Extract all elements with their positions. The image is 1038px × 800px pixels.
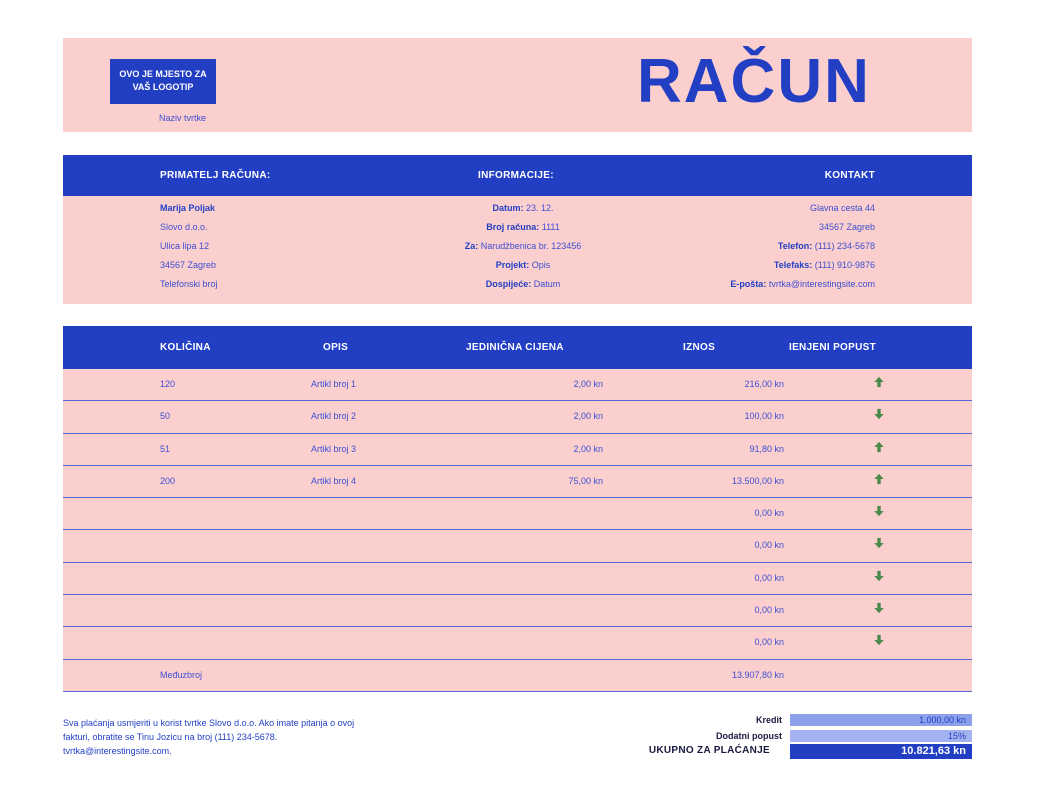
table-row[interactable] xyxy=(63,466,972,498)
contact-heading: KONTAKT xyxy=(824,170,875,181)
invoice-header xyxy=(63,38,972,132)
subtotal-row xyxy=(63,660,972,692)
recipient-street[interactable]: Ulica lipa 12 xyxy=(160,241,210,251)
credit-label: Kredit xyxy=(755,715,782,725)
contact-email[interactable]: E-pošta: tvrtka@interestingsite.com xyxy=(730,279,875,289)
table-row[interactable] xyxy=(63,530,972,562)
recipient-heading: PRIMATELJ RAČUNA: xyxy=(160,170,271,181)
invoice-title: RAČUN xyxy=(637,47,871,116)
row-unit-price[interactable]: 2,00 kn xyxy=(573,379,603,389)
row-amount: 0,00 kn xyxy=(754,572,784,583)
info-body xyxy=(63,196,972,304)
total-value: 10.821,63 kn xyxy=(790,744,972,759)
total-label: UKUPNO ZA PLAĆANJE xyxy=(648,745,770,756)
contact-street[interactable]: Glavna cesta 44 xyxy=(809,203,875,213)
payment-note-line: tvrtka@interestingsite.com. xyxy=(63,746,172,756)
row-amount: 216,00 kn xyxy=(744,379,784,389)
row-amount: 0,00 kn xyxy=(754,508,784,519)
info-for[interactable]: Za: Narudžbenica br. 123456 xyxy=(464,241,582,251)
payment-note-line: fakturi, obratite se Tinu Jozicu na broj (111) 234-5678. xyxy=(63,732,278,742)
row-amount: 0,00 kn xyxy=(754,637,784,648)
information-heading: INFORMACIJE: xyxy=(478,170,554,181)
contact-city[interactable]: 34567 Zagreb xyxy=(818,222,875,232)
table-row[interactable] xyxy=(63,563,972,595)
arrow-down-icon xyxy=(873,634,887,648)
arrow-down-icon xyxy=(873,537,887,551)
table-row[interactable] xyxy=(63,434,972,466)
logo-placeholder[interactable]: OVO JE MJESTO ZA VAŠ LOGOTIP xyxy=(110,59,216,104)
recipient-phone[interactable]: Telefonski broj xyxy=(160,279,218,289)
col-description: OPIS xyxy=(323,342,349,353)
row-amount: 100,00 kn xyxy=(744,411,784,422)
row-quantity[interactable]: 50 xyxy=(160,411,171,422)
col-unit-price: JEDINIČNA CIJENA xyxy=(466,342,564,353)
info-date[interactable]: Datum: 23. 12. xyxy=(492,203,554,213)
row-unit-price[interactable]: 75,00 kn xyxy=(568,475,603,486)
info-due[interactable]: Dospijeće: Datum xyxy=(485,279,561,289)
items-table-body xyxy=(63,369,972,692)
payment-note[interactable] xyxy=(63,716,423,758)
row-unit-price[interactable]: 2,00 kn xyxy=(573,443,603,454)
subtotal-label: Međuzbroj xyxy=(160,669,203,680)
row-amount: 91,80 kn xyxy=(749,443,784,454)
info-invoice-number[interactable]: Broj računa: 1111 xyxy=(486,222,560,232)
arrow-down-icon xyxy=(873,505,887,519)
col-amount: IZNOS xyxy=(683,342,716,353)
recipient-company[interactable]: Slovo d.o.o. xyxy=(160,222,208,232)
table-row[interactable] xyxy=(63,595,972,627)
arrow-up-icon xyxy=(873,441,887,455)
info-header-bar xyxy=(63,155,972,196)
arrow-down-icon xyxy=(873,602,887,616)
info-project[interactable]: Projekt: Opis xyxy=(495,260,551,270)
row-amount: 13.500,00 kn xyxy=(731,475,784,486)
arrow-down-icon xyxy=(873,408,887,422)
contact-fax[interactable]: Telefaks: (111) 910-9876 xyxy=(773,260,875,270)
row-description[interactable]: Artikl broj 1 xyxy=(311,379,357,389)
col-quantity: KOLIČINA xyxy=(160,342,211,353)
row-description[interactable]: Artikl broj 2 xyxy=(311,411,357,422)
row-amount: 0,00 kn xyxy=(754,540,784,551)
row-amount: 0,00 kn xyxy=(754,605,784,616)
arrow-down-icon xyxy=(873,570,887,584)
items-table-header xyxy=(63,326,972,369)
row-quantity[interactable]: 200 xyxy=(160,475,176,486)
row-description[interactable]: Artikl broj 3 xyxy=(311,443,357,454)
row-unit-price[interactable]: 2,00 kn xyxy=(573,411,603,422)
subtotal-value: 13.907,80 kn xyxy=(731,669,784,680)
arrow-up-icon xyxy=(873,473,887,487)
discount-value[interactable]: 15% xyxy=(790,730,972,742)
payment-note-line: Sva plaćanja usmjeriti u korist tvrtke Slovo d.o.o. Ako imate pitanja o ovoj xyxy=(63,718,355,728)
table-row[interactable] xyxy=(63,498,972,530)
row-quantity[interactable]: 51 xyxy=(160,443,171,454)
table-row[interactable] xyxy=(63,401,972,433)
row-description[interactable]: Artikl broj 4 xyxy=(311,475,357,486)
contact-phone[interactable]: Telefon: (111) 234-5678 xyxy=(777,241,875,251)
arrow-up-icon xyxy=(873,376,887,390)
table-row[interactable] xyxy=(63,627,972,659)
col-discount: IENJENI POPUST xyxy=(789,342,876,353)
recipient-city[interactable]: 34567 Zagreb xyxy=(160,260,217,270)
discount-label: Dodatni popust xyxy=(716,731,782,741)
table-row[interactable] xyxy=(63,369,972,401)
credit-value[interactable]: 1.000,00 kn xyxy=(790,714,972,726)
company-name[interactable]: Naziv tvrtke xyxy=(159,113,207,123)
row-quantity[interactable]: 120 xyxy=(160,379,176,389)
recipient-name[interactable]: Marija Poljak xyxy=(160,203,216,213)
